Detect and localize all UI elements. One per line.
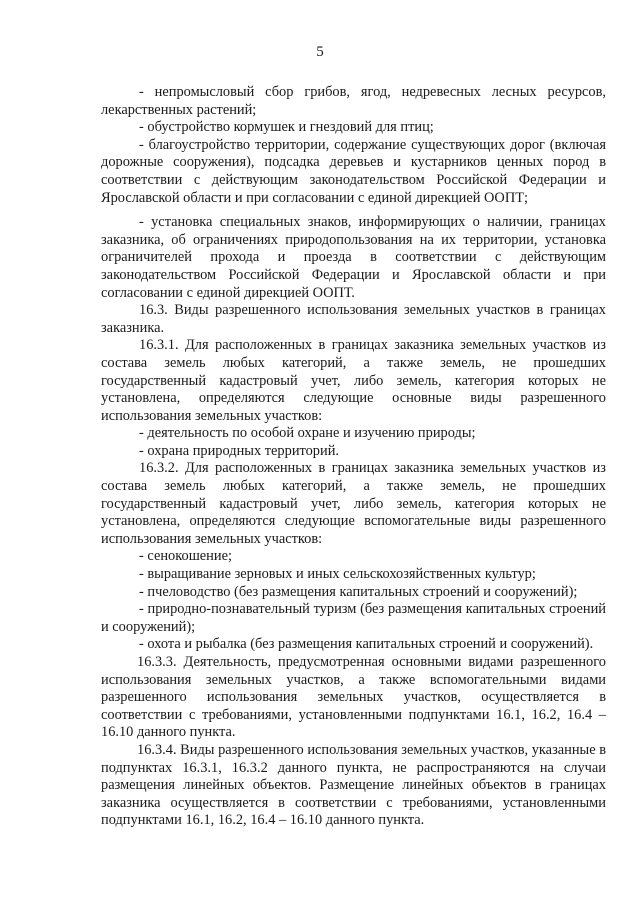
paragraph-16-3-3: 16.3.3. Деятельность, предусмотренная основными видами разрешенного использования земельных участков, а также вспомогательными видами разрешенного использования земельных участков, осуществляется в соответствии с требованиями, установленными подпунктами 16.1, 16.2, 16.4 – 16.10 данного пункта. — [101, 654, 606, 741]
paragraph-signs-installation: - установка специальных знаков, информирующих о наличии, границах заказника, об ограничениях природопользования на их территории, установка ограничителей прохода и проезда в соответствии с действующим законодательством Российской Федерации и Ярославской области и при согласовании с единой дирекцией ООПТ. — [101, 214, 606, 301]
list-item-territory-protection: - охрана природных территорий. — [139, 442, 340, 459]
document-body — [101, 84, 606, 830]
list-item-crop-growing: - выращивание зерновых и иных сельскохозяйственных культур; — [139, 566, 536, 583]
paragraph-mushroom-gathering: - непромысловый сбор грибов, ягод, недревесных лесных ресурсов, лекарственных растений; — [101, 84, 606, 118]
paragraph-16-3-heading: 16.3. Виды разрешенного использования земельных участков в границах заказника. — [101, 302, 606, 336]
list-item-haymaking: - сенокошение; — [139, 548, 232, 565]
paragraph-landscaping: - благоустройство территории, содержание существующих дорог (включая дорожные сооружения), подсадка деревьев и кустарников ценных пород в соответствии с действующим законодательством Российской Федерации и Ярославской области и при согласовании с единой дирекцией ООПТ; — [101, 136, 606, 206]
list-item-nature-protection: - деятельность по особой охране и изучению природы; — [139, 425, 476, 442]
paragraph-16-3-2: 16.3.2. Для расположенных в границах заказника земельных участков из состава земель любых категорий, а также земель, не прошедших государственный кадастровый учет, либо земель, категория которых не установлена, определяются следующие вспомогательные виды разрешенного использования земельных участков: — [101, 460, 606, 547]
paragraph-16-3-1: 16.3.1. Для расположенных в границах заказника земельных участков из состава земель любых категорий, а также земель, не прошедших государственный кадастровый учет, либо земель, категория которых не установлена, определяются следующие основные виды разрешенного использования земельных участков: — [101, 337, 606, 424]
list-item-hunting-fishing: - охота и рыбалка (без размещения капитальных строений и сооружений). — [139, 636, 594, 653]
paragraph-16-3-4: 16.3.4. Виды разрешенного использования земельных участков, указанные в подпунктах 16.3.1, 16.3.2 данного пункта, не распространяются на случаи размещения линейных объектов. Размещение линейных объектов в границах заказника осуществляется в соответствии с требованиями, установленными подпунктами 16.1, 16.2, 16.4 – 16.10 данного пункта. — [101, 741, 606, 829]
paragraph-bird-feeders: - обустройство кормушек и гнездовий для птиц; — [139, 119, 434, 136]
page-number: 5 — [316, 44, 324, 60]
list-item-tourism: - природно-познавательный туризм (без размещения капитальных строений и сооружений); — [101, 601, 606, 635]
list-item-beekeeping: - пчеловодство (без размещения капитальных строений и сооружений); — [139, 583, 578, 600]
